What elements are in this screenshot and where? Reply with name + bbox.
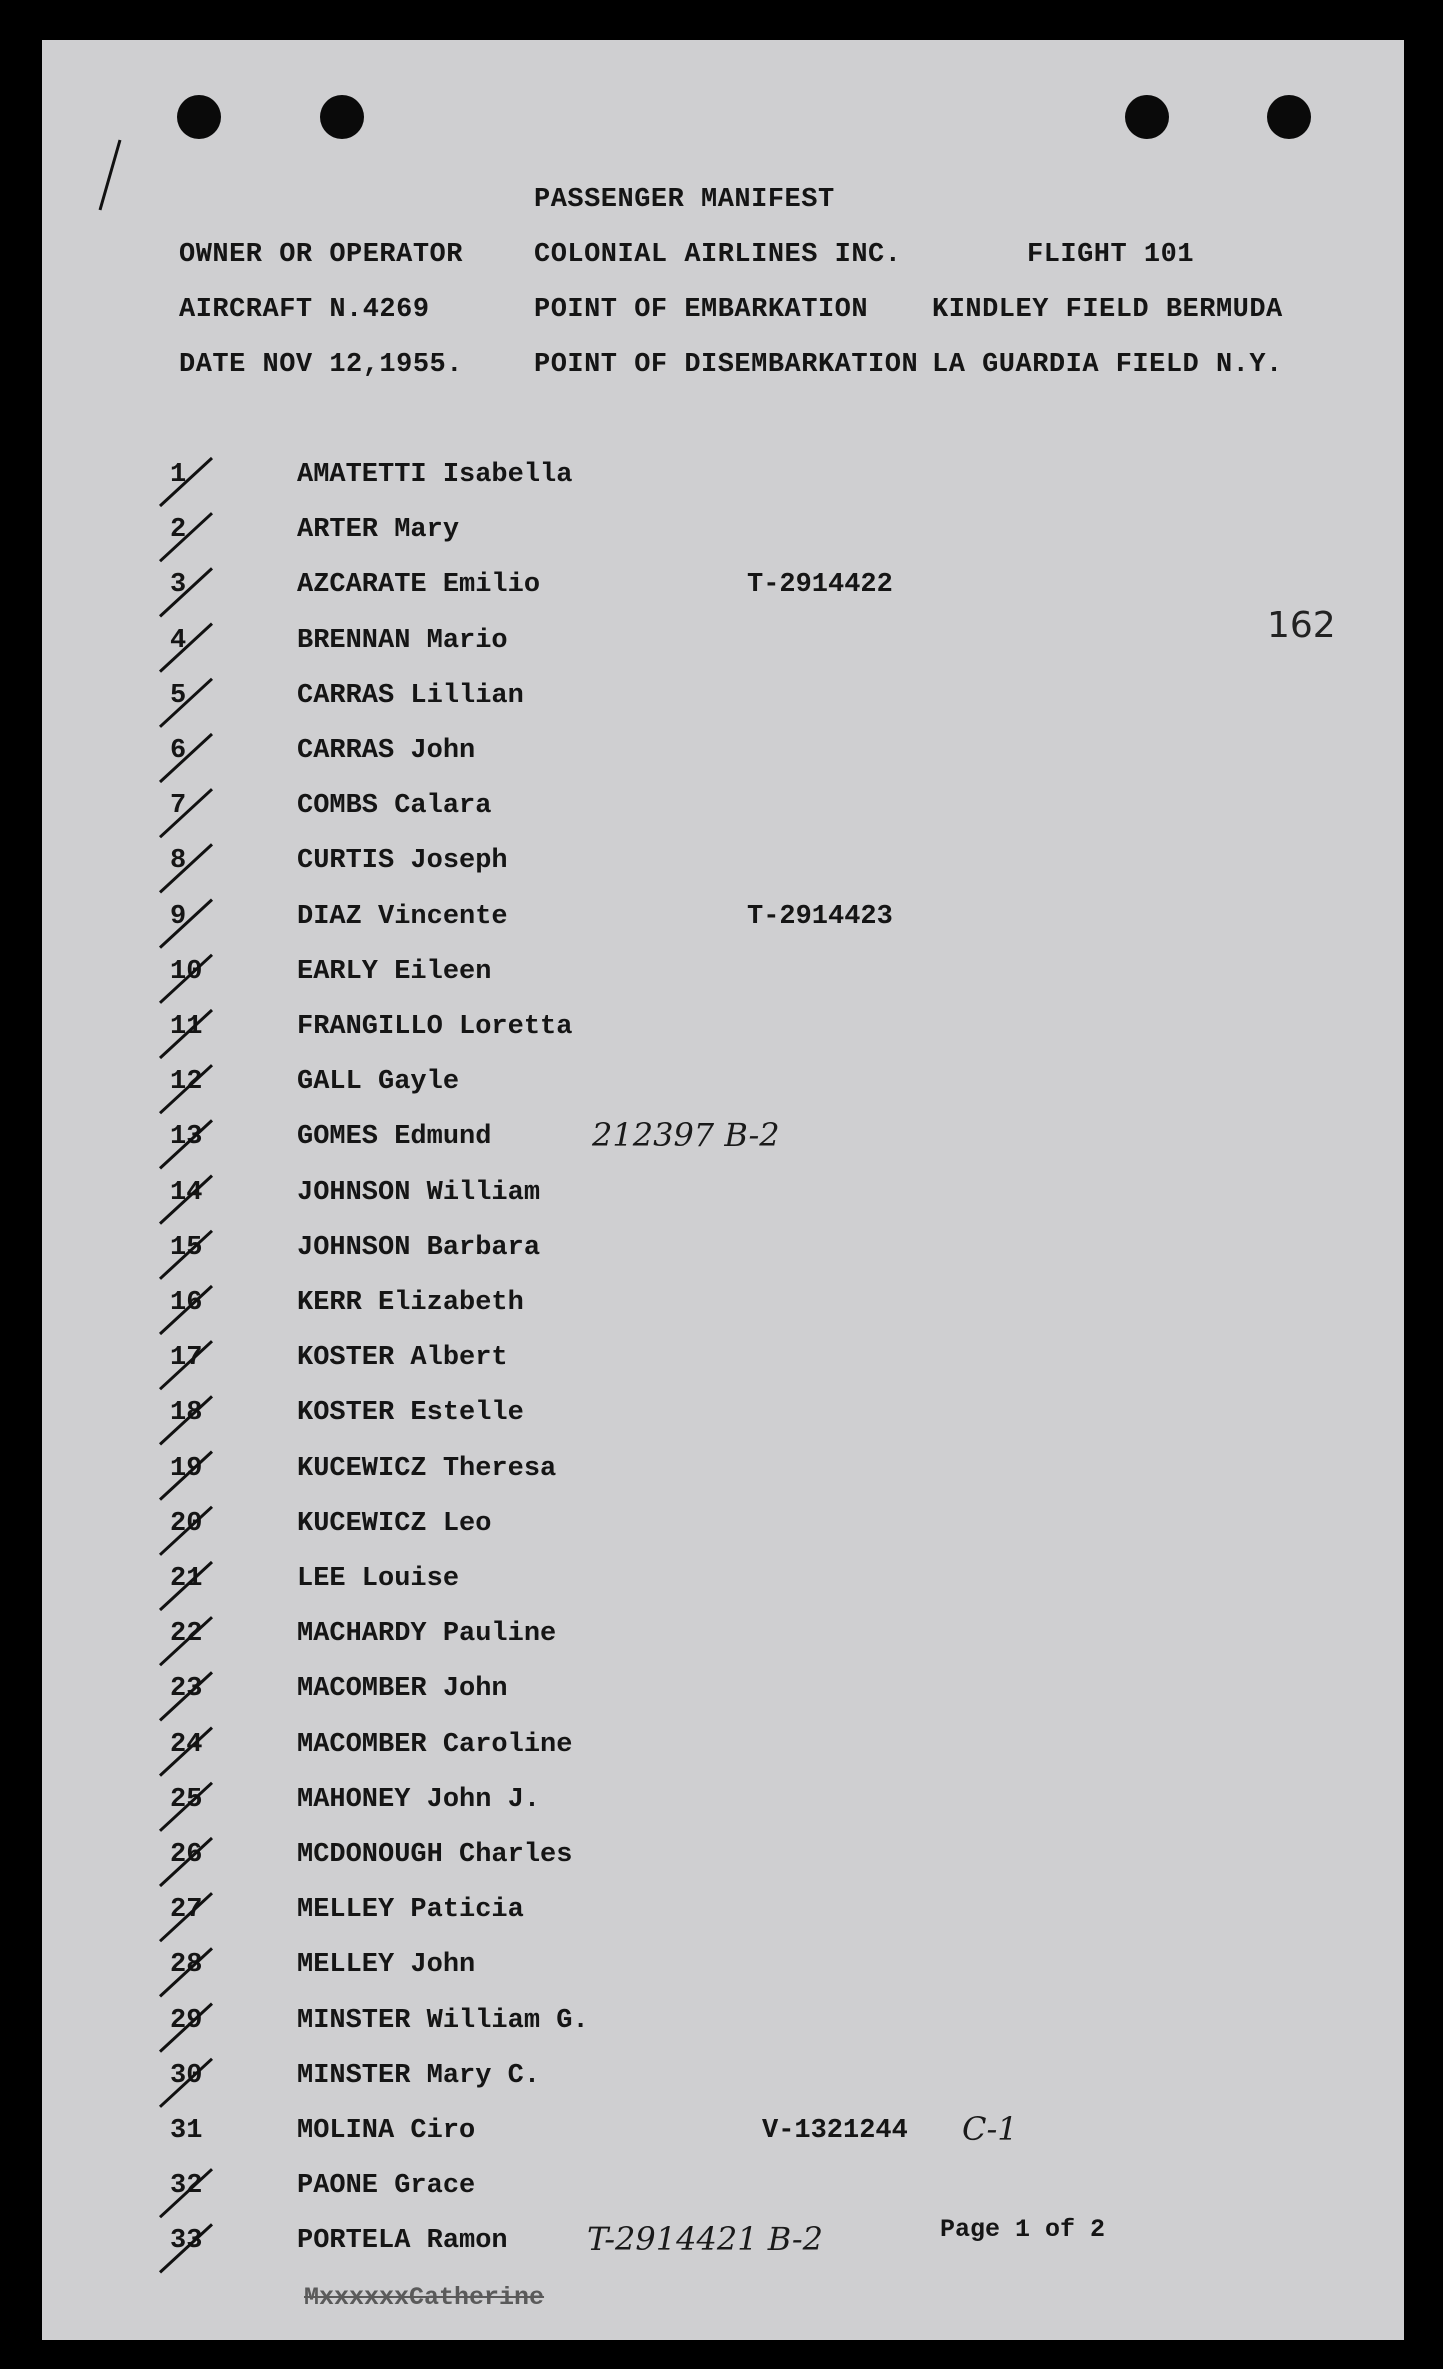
passenger-number: 22	[170, 1619, 203, 1650]
passenger-row	[42, 626, 1404, 676]
disembarkation-value: LA GUARDIA FIELD N.Y.	[932, 350, 1283, 380]
passenger-row	[42, 1730, 1404, 1780]
passenger-number: 5	[170, 680, 187, 711]
passenger-name: AZCARATE Emilio	[297, 570, 541, 601]
passenger-row	[42, 570, 1404, 620]
passenger-row	[42, 1895, 1404, 1945]
passenger-number: 15	[170, 1232, 203, 1263]
handwritten-note: 212397 B-2	[592, 1116, 780, 1155]
passenger-name: ARTER Mary	[297, 515, 460, 546]
disembarkation-label: POINT OF DISEMBARKATION	[534, 350, 919, 380]
passenger-name: KERR Elizabeth	[297, 1288, 524, 1318]
passenger-name: LEE Louise	[297, 1564, 460, 1594]
aircraft-number: AIRCRAFT N.4269	[179, 295, 430, 325]
passenger-number: 7	[170, 791, 187, 822]
passenger-row	[42, 460, 1404, 510]
passenger-row	[42, 1785, 1404, 1835]
passenger-name: MOLINA Ciro	[297, 2116, 476, 2146]
passenger-row	[42, 2006, 1404, 2056]
manifest-sheet	[42, 40, 1404, 2340]
handwritten-note: T-2914421 B-2	[587, 2220, 823, 2259]
passenger-name: MACOMBER John	[297, 1674, 508, 1705]
handwritten-note: C-1	[962, 2110, 1018, 2148]
passenger-number: 31	[170, 2116, 203, 2146]
passenger-name: CARRAS Lillian	[297, 680, 524, 711]
passenger-row	[42, 1343, 1404, 1393]
passenger-number: 29	[170, 2005, 203, 2036]
passenger-number: 8	[170, 846, 187, 877]
passenger-row	[42, 2220, 1404, 2276]
passenger-name: MINSTER William G.	[297, 2005, 589, 2036]
passenger-row	[42, 1233, 1404, 1283]
owner-label: OWNER OR OPERATOR	[179, 240, 463, 270]
passenger-name: JOHNSON William	[297, 1177, 541, 1208]
struck-out-entry: MxxxxxxCatherine	[304, 2283, 545, 2312]
passenger-number: 25	[170, 1784, 203, 1815]
pen-mark	[100, 140, 120, 210]
flight-number: FLIGHT 101	[1027, 240, 1195, 270]
punch-hole-icon	[1267, 95, 1311, 139]
passenger-number: 26	[170, 1840, 203, 1870]
passenger-row	[42, 846, 1404, 896]
passenger-number: 6	[170, 736, 187, 766]
passenger-name: PAONE Grace	[297, 2171, 476, 2202]
passenger-number: 19	[170, 1453, 203, 1484]
passenger-name: GALL Gayle	[297, 1067, 460, 1098]
passenger-number: 33	[170, 2226, 203, 2257]
passenger-row	[42, 1067, 1404, 1117]
passenger-row	[42, 1398, 1404, 1448]
passenger-number: 17	[170, 1343, 203, 1374]
passenger-row	[42, 1012, 1404, 1062]
passenger-number: 21	[170, 1564, 203, 1594]
passenger-row	[42, 515, 1404, 565]
passenger-row	[42, 681, 1404, 731]
passenger-number: 9	[170, 901, 187, 932]
ticket-number: T-2914422	[747, 570, 893, 601]
passenger-number: 27	[170, 1895, 203, 1926]
passenger-row	[42, 957, 1404, 1007]
embarkation-value: KINDLEY FIELD BERMUDA	[932, 295, 1283, 325]
passenger-name: DIAZ Vincente	[297, 901, 508, 932]
passenger-number: 12	[170, 1067, 203, 1098]
passenger-number: 30	[170, 2060, 203, 2091]
passenger-name: MELLEY Paticia	[297, 1895, 524, 1926]
passenger-number: 28	[170, 1950, 203, 1981]
passenger-number: 20	[170, 1508, 203, 1539]
passenger-name: KUCEWICZ Theresa	[297, 1453, 557, 1484]
stamped-page-number: 162	[1267, 605, 1336, 646]
passenger-name: COMBS Calara	[297, 791, 492, 822]
passenger-name: FRANGILLO Loretta	[297, 1012, 573, 1042]
passenger-row	[42, 1674, 1404, 1724]
passenger-number: 10	[170, 956, 203, 987]
passenger-row	[42, 1454, 1404, 1504]
passenger-name: MELLEY John	[297, 1950, 476, 1981]
passenger-row	[42, 902, 1404, 952]
page-footer: Page 1 of 2	[940, 2215, 1106, 2244]
passenger-row	[42, 1840, 1404, 1890]
passenger-row	[42, 791, 1404, 841]
passenger-name: JOHNSON Barbara	[297, 1232, 541, 1263]
passenger-name: CARRAS John	[297, 736, 476, 766]
passenger-name: MCDONOUGH Charles	[297, 1840, 573, 1870]
punch-hole-icon	[177, 95, 221, 139]
passenger-row	[42, 1288, 1404, 1338]
passenger-row	[42, 736, 1404, 786]
owner-value: COLONIAL AIRLINES INC.	[534, 240, 902, 270]
passenger-name: BRENNAN Mario	[297, 625, 508, 656]
passenger-name: MACOMBER Caroline	[297, 1729, 573, 1760]
passenger-name: KOSTER Albert	[297, 1343, 508, 1374]
passenger-row	[42, 1509, 1404, 1559]
punch-hole-icon	[1125, 95, 1169, 139]
passenger-number: 18	[170, 1398, 203, 1429]
passenger-row	[42, 2110, 1404, 2166]
passenger-name: KUCEWICZ Leo	[297, 1508, 492, 1539]
passenger-row	[42, 1564, 1404, 1614]
passenger-row	[42, 1178, 1404, 1228]
passenger-number: 2	[170, 515, 187, 546]
passenger-name: MACHARDY Pauline	[297, 1619, 557, 1650]
passenger-name: CURTIS Joseph	[297, 846, 508, 877]
passenger-row	[42, 1116, 1404, 1172]
passenger-row	[42, 2171, 1404, 2221]
passenger-row	[42, 1619, 1404, 1669]
passenger-row	[42, 1950, 1404, 2000]
ticket-number: V-1321244	[762, 2116, 908, 2146]
passenger-number: 4	[170, 625, 187, 656]
passenger-name: MINSTER Mary C.	[297, 2060, 541, 2091]
embarkation-label: POINT OF EMBARKATION	[534, 295, 869, 325]
passenger-name: EARLY Eileen	[297, 956, 492, 987]
passenger-name: GOMES Edmund	[297, 1122, 492, 1153]
passenger-number: 14	[170, 1177, 203, 1208]
passenger-number: 3	[170, 570, 187, 601]
manifest-title: PASSENGER MANIFEST	[534, 185, 835, 215]
passenger-row	[42, 2061, 1404, 2111]
ticket-number: T-2914423	[747, 901, 893, 932]
passenger-name: PORTELA Ramon	[297, 2226, 508, 2257]
passenger-number: 23	[170, 1674, 203, 1705]
passenger-number: 16	[170, 1288, 203, 1318]
passenger-number: 1	[170, 460, 187, 490]
passenger-number: 11	[170, 1012, 203, 1042]
passenger-number: 13	[170, 1122, 203, 1153]
passenger-name: KOSTER Estelle	[297, 1398, 524, 1429]
passenger-name: MAHONEY John J.	[297, 1784, 541, 1815]
punch-hole-icon	[320, 95, 364, 139]
manifest-date: DATE NOV 12,1955.	[179, 350, 463, 380]
passenger-number: 24	[170, 1729, 203, 1760]
passenger-number: 32	[170, 2171, 203, 2202]
passenger-name: AMATETTI Isabella	[297, 460, 573, 490]
